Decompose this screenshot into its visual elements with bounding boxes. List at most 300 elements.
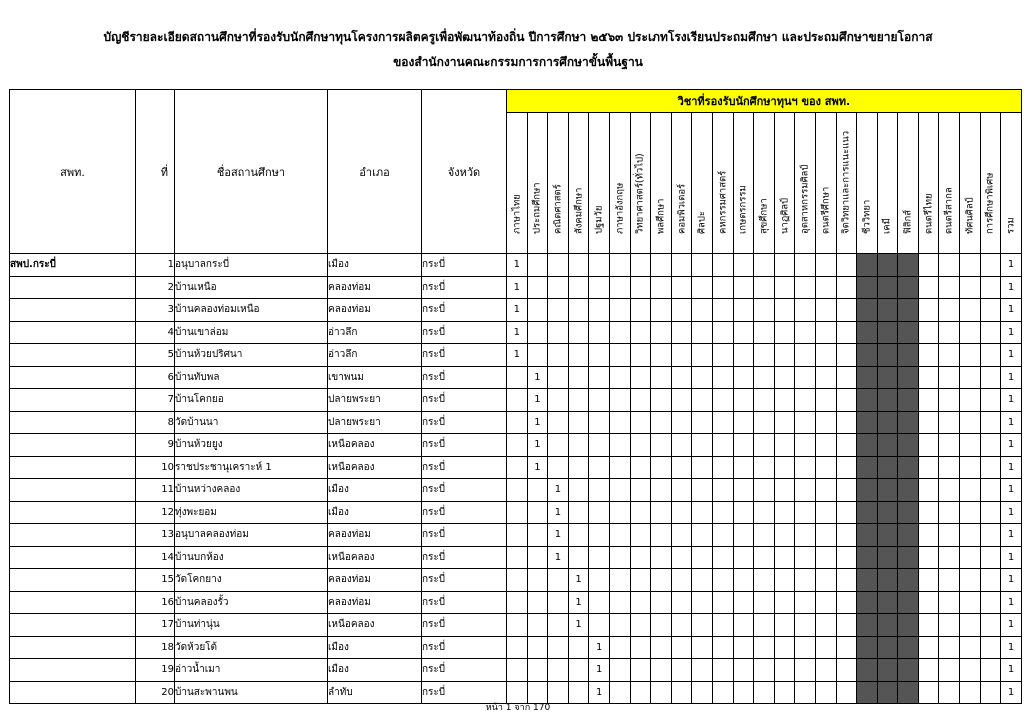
- province-name: กระบี่: [422, 524, 507, 547]
- subject-cell: [507, 434, 528, 457]
- subject-cell: [815, 411, 836, 434]
- row-total: 1: [1001, 479, 1022, 502]
- subject-cell: [712, 546, 733, 569]
- subject-cell: [671, 569, 692, 592]
- subject-cell: [795, 321, 816, 344]
- subject-cell: [692, 434, 713, 457]
- subject-cell: [589, 276, 610, 299]
- subject-cell: [651, 299, 672, 322]
- subject-cell: [568, 299, 589, 322]
- subject-cell: [712, 254, 733, 277]
- subject-cell: [898, 501, 919, 524]
- subject-cell: [692, 276, 713, 299]
- district-name: เหนือคลอง: [328, 546, 422, 569]
- subject-cell: [692, 456, 713, 479]
- subject-mark: 1: [527, 411, 548, 434]
- subject-cell: [815, 614, 836, 637]
- subject-cell: [651, 411, 672, 434]
- subject-cell: [877, 569, 898, 592]
- subject-cell: [836, 614, 857, 637]
- subject-cell: [960, 411, 981, 434]
- subject-cell: [898, 479, 919, 502]
- header-subject: [754, 113, 775, 254]
- row-total: 1: [1001, 389, 1022, 412]
- subject-cell: [960, 299, 981, 322]
- subject-cell: [754, 299, 775, 322]
- subject-cell: [671, 389, 692, 412]
- subject-cell: [980, 299, 1001, 322]
- header-subject-label: สุขศึกษา: [758, 198, 770, 234]
- province-name: กระบี่: [422, 456, 507, 479]
- document-title: บัญชีรายละเอียดสถานศึกษาที่รองรับนักศึกษาทุนโครงการผลิตครูเพื่อพัฒนาท้องถิ่น ปีการศึกษา ๒๕๖๓ ประเภทโรงเรียนประถมศึกษา และประถมศึกษาขยายโอกาส: [103, 30, 933, 44]
- subject-mark: 1: [589, 659, 610, 682]
- subject-cell: [980, 546, 1001, 569]
- province-name: กระบี่: [422, 389, 507, 412]
- subject-cell: [630, 569, 651, 592]
- subject-cell: [568, 254, 589, 277]
- row-total: 1: [1001, 524, 1022, 547]
- subject-cell: [609, 614, 630, 637]
- province-name: กระบี่: [422, 344, 507, 367]
- subject-cell: [918, 299, 939, 322]
- subject-cell: [733, 389, 754, 412]
- subject-cell: [568, 501, 589, 524]
- subject-cell: [939, 456, 960, 479]
- subject-cell: [692, 636, 713, 659]
- subject-cell: [836, 344, 857, 367]
- subject-cell: [836, 591, 857, 614]
- header-subject: [733, 113, 754, 254]
- subject-cell: [877, 479, 898, 502]
- header-subject: [960, 113, 981, 254]
- subject-cell: [980, 479, 1001, 502]
- table-row: [10, 569, 1022, 592]
- subject-cell: [671, 591, 692, 614]
- subject-cell: [630, 254, 651, 277]
- subject-cell: [960, 569, 981, 592]
- subject-cell: [836, 366, 857, 389]
- subject-cell: [568, 321, 589, 344]
- subject-cell: [568, 366, 589, 389]
- subject-cell: [877, 659, 898, 682]
- table-row: [10, 299, 1022, 322]
- subject-cell: [609, 524, 630, 547]
- province-name: กระบี่: [422, 276, 507, 299]
- school-name: บ้านห้วยปริศนา: [175, 344, 328, 367]
- district-name: เหนือคลอง: [328, 456, 422, 479]
- header-subject-label: พลศึกษา: [655, 198, 667, 234]
- subject-cell: [548, 569, 569, 592]
- subject-cell: [507, 389, 528, 412]
- subject-cell: [754, 434, 775, 457]
- row-number: 16: [136, 591, 175, 614]
- subject-cell: [960, 366, 981, 389]
- district-name: คลองท่อม: [328, 591, 422, 614]
- subject-cell: [712, 569, 733, 592]
- subject-cell: [877, 389, 898, 412]
- subject-cell: [589, 434, 610, 457]
- subject-cell: [857, 344, 878, 367]
- subject-cell: [918, 659, 939, 682]
- school-name: อนุบาลกระบี่: [175, 254, 328, 277]
- subject-mark: 1: [507, 299, 528, 322]
- row-total: 1: [1001, 546, 1022, 569]
- subject-cell: [609, 366, 630, 389]
- subject-cell: [795, 276, 816, 299]
- row-number: 11: [136, 479, 175, 502]
- subject-cell: [815, 524, 836, 547]
- subject-mark: 1: [568, 591, 589, 614]
- subject-cell: [857, 501, 878, 524]
- area-cell: [10, 276, 136, 299]
- subject-cell: [589, 479, 610, 502]
- subject-cell: [774, 299, 795, 322]
- subject-cell: [548, 659, 569, 682]
- subject-cell: [733, 321, 754, 344]
- subject-cell: [918, 254, 939, 277]
- table-row: [10, 501, 1022, 524]
- subject-cell: [960, 344, 981, 367]
- subject-cell: [589, 344, 610, 367]
- header-subject-label: สังคมศึกษา: [573, 187, 585, 234]
- subject-cell: [630, 389, 651, 412]
- subject-cell: [774, 456, 795, 479]
- subject-cell: [671, 456, 692, 479]
- subject-cell: [836, 569, 857, 592]
- subject-cell: [630, 456, 651, 479]
- subject-cell: [960, 524, 981, 547]
- school-name: บ้านหว่างคลอง: [175, 479, 328, 502]
- header-subject-label: ดนตรีไทย: [923, 193, 935, 234]
- subject-cell: [712, 434, 733, 457]
- header-subject-label: เกษตรกรรม: [737, 185, 749, 234]
- district-name: เมือง: [328, 254, 422, 277]
- subject-cell: [939, 591, 960, 614]
- area-cell: [10, 389, 136, 412]
- subject-cell: [960, 501, 981, 524]
- subject-cell: [774, 524, 795, 547]
- subject-cell: [815, 456, 836, 479]
- subject-cell: [609, 411, 630, 434]
- subject-cell: [877, 456, 898, 479]
- subject-cell: [918, 389, 939, 412]
- header-subject: [980, 113, 1001, 254]
- subject-cell: [630, 636, 651, 659]
- subject-cell: [815, 501, 836, 524]
- area-cell: [10, 434, 136, 457]
- subject-cell: [980, 659, 1001, 682]
- subject-cell: [795, 479, 816, 502]
- header-subject: [877, 113, 898, 254]
- subject-cell: [507, 636, 528, 659]
- schools-table: [9, 89, 1022, 704]
- row-number: 9: [136, 434, 175, 457]
- subject-cell: [651, 456, 672, 479]
- header-subject-label: ประถมศึกษา: [531, 182, 543, 234]
- subject-cell: [754, 479, 775, 502]
- row-total: 1: [1001, 636, 1022, 659]
- subject-cell: [589, 501, 610, 524]
- subject-cell: [712, 366, 733, 389]
- subject-cell: [692, 546, 713, 569]
- subject-cell: [548, 299, 569, 322]
- subject-cell: [609, 546, 630, 569]
- subject-cell: [527, 659, 548, 682]
- subject-cell: [960, 321, 981, 344]
- district-name: เขาพนม: [328, 366, 422, 389]
- subject-cell: [980, 456, 1001, 479]
- row-number: 10: [136, 456, 175, 479]
- subject-cell: [857, 659, 878, 682]
- row-total: 1: [1001, 411, 1022, 434]
- subject-cell: [815, 254, 836, 277]
- subject-cell: [877, 524, 898, 547]
- subject-cell: [795, 411, 816, 434]
- subject-cell: [980, 591, 1001, 614]
- header-subjects-group: วิชาที่รองรับนักศึกษาทุนฯ ของ สพท.: [507, 90, 1022, 113]
- subject-cell: [692, 254, 713, 277]
- subject-cell: [877, 591, 898, 614]
- province-name: กระบี่: [422, 411, 507, 434]
- subject-cell: [712, 299, 733, 322]
- subject-cell: [877, 321, 898, 344]
- subject-cell: [774, 614, 795, 637]
- subject-cell: [877, 636, 898, 659]
- district-name: คลองท่อม: [328, 299, 422, 322]
- subject-cell: [692, 299, 713, 322]
- subject-cell: [898, 411, 919, 434]
- subject-cell: [733, 344, 754, 367]
- subject-cell: [898, 299, 919, 322]
- subject-cell: [692, 591, 713, 614]
- subject-cell: [836, 546, 857, 569]
- subject-cell: [651, 344, 672, 367]
- subject-cell: [507, 501, 528, 524]
- subject-cell: [857, 591, 878, 614]
- subject-cell: [630, 614, 651, 637]
- subject-cell: [774, 411, 795, 434]
- subject-cell: [815, 636, 836, 659]
- subject-cell: [795, 344, 816, 367]
- subject-cell: [877, 276, 898, 299]
- subject-cell: [548, 366, 569, 389]
- subject-cell: [712, 344, 733, 367]
- subject-cell: [568, 411, 589, 434]
- subject-cell: [527, 479, 548, 502]
- subject-cell: [548, 254, 569, 277]
- header-subject-label: วิทยาศาสตร์(ทั่วไป): [634, 153, 646, 234]
- school-name: บ้านเขาล่อม: [175, 321, 328, 344]
- subject-cell: [733, 479, 754, 502]
- subject-cell: [795, 636, 816, 659]
- subject-mark: 1: [507, 344, 528, 367]
- area-cell: สพป.กระบี่: [10, 254, 136, 277]
- header-subject-label: ทัศนศิลป์: [964, 197, 976, 234]
- subject-cell: [712, 636, 733, 659]
- subject-cell: [548, 636, 569, 659]
- subject-cell: [774, 344, 795, 367]
- subject-cell: [589, 546, 610, 569]
- subject-cell: [527, 591, 548, 614]
- row-number: 19: [136, 659, 175, 682]
- row-total: 1: [1001, 276, 1022, 299]
- subject-cell: [671, 546, 692, 569]
- subject-cell: [980, 501, 1001, 524]
- area-cell: [10, 344, 136, 367]
- subject-cell: [712, 276, 733, 299]
- area-cell: [10, 321, 136, 344]
- subject-cell: [857, 434, 878, 457]
- subject-cell: [712, 321, 733, 344]
- subject-cell: [712, 456, 733, 479]
- subject-cell: [507, 479, 528, 502]
- subject-cell: [918, 501, 939, 524]
- header-subject-label: คอมพิวเตอร์: [676, 183, 688, 234]
- subject-cell: [898, 389, 919, 412]
- subject-cell: [857, 614, 878, 637]
- subject-cell: [774, 659, 795, 682]
- subject-cell: [939, 524, 960, 547]
- table-row: [10, 254, 1022, 277]
- subject-cell: [754, 411, 775, 434]
- subject-cell: [609, 479, 630, 502]
- district-name: ปลายพระยา: [328, 411, 422, 434]
- district-name: คลองท่อม: [328, 276, 422, 299]
- province-name: กระบี่: [422, 254, 507, 277]
- subject-cell: [609, 591, 630, 614]
- school-name: บ้านบกห้อง: [175, 546, 328, 569]
- subject-cell: [589, 411, 610, 434]
- header-subject-label: ชีววิทยา: [861, 199, 873, 234]
- subject-mark: 1: [527, 456, 548, 479]
- subject-cell: [795, 659, 816, 682]
- subject-cell: [692, 659, 713, 682]
- table-row: [10, 411, 1022, 434]
- subject-cell: [651, 276, 672, 299]
- row-number: 3: [136, 299, 175, 322]
- subject-cell: [815, 659, 836, 682]
- subject-cell: [589, 456, 610, 479]
- area-cell: [10, 456, 136, 479]
- district-name: คลองท่อม: [328, 569, 422, 592]
- subject-cell: [671, 411, 692, 434]
- subject-cell: [877, 434, 898, 457]
- area-cell: [10, 546, 136, 569]
- school-name: วัดโคกยาง: [175, 569, 328, 592]
- subject-cell: [507, 614, 528, 637]
- subject-cell: [630, 299, 651, 322]
- row-total: 1: [1001, 299, 1022, 322]
- subject-cell: [712, 614, 733, 637]
- area-cell: [10, 479, 136, 502]
- subject-cell: [857, 636, 878, 659]
- subject-cell: [527, 299, 548, 322]
- district-name: เมือง: [328, 479, 422, 502]
- table-row: [10, 614, 1022, 637]
- header-subject-label: คณิตศาสตร์: [552, 184, 564, 234]
- subject-cell: [568, 456, 589, 479]
- header-subject: [507, 113, 528, 254]
- subject-mark: 1: [548, 479, 569, 502]
- subject-cell: [568, 276, 589, 299]
- subject-cell: [898, 636, 919, 659]
- subject-cell: [630, 591, 651, 614]
- header-subject-label: นาฏศิลป์: [779, 197, 791, 234]
- subject-cell: [527, 321, 548, 344]
- subject-mark: 1: [527, 389, 548, 412]
- subject-cell: [939, 254, 960, 277]
- subject-cell: [712, 411, 733, 434]
- row-total: 1: [1001, 321, 1022, 344]
- subject-cell: [960, 546, 981, 569]
- subject-cell: [692, 366, 713, 389]
- table-row: [10, 434, 1022, 457]
- subject-cell: [774, 546, 795, 569]
- subject-cell: [733, 524, 754, 547]
- table-row: [10, 344, 1022, 367]
- subject-cell: [898, 456, 919, 479]
- header-subject-label: ดนตรีสากล: [943, 187, 955, 234]
- subject-cell: [918, 569, 939, 592]
- subject-cell: [836, 276, 857, 299]
- subject-cell: [651, 501, 672, 524]
- subject-cell: [651, 636, 672, 659]
- subject-cell: [733, 299, 754, 322]
- subject-cell: [712, 524, 733, 547]
- table-row: [10, 636, 1022, 659]
- subject-cell: [939, 659, 960, 682]
- subject-cell: [754, 636, 775, 659]
- subject-cell: [939, 411, 960, 434]
- subject-cell: [630, 366, 651, 389]
- row-total: 1: [1001, 344, 1022, 367]
- subject-cell: [527, 636, 548, 659]
- subject-cell: [651, 321, 672, 344]
- subject-cell: [877, 366, 898, 389]
- subject-cell: [960, 254, 981, 277]
- subject-cell: [939, 636, 960, 659]
- subject-cell: [918, 434, 939, 457]
- area-cell: [10, 614, 136, 637]
- header-subject: [1001, 113, 1022, 254]
- subject-cell: [630, 411, 651, 434]
- subject-cell: [898, 659, 919, 682]
- subject-cell: [754, 524, 775, 547]
- subject-cell: [548, 344, 569, 367]
- subject-cell: [754, 321, 775, 344]
- subject-cell: [918, 479, 939, 502]
- subject-cell: [692, 614, 713, 637]
- subject-cell: [671, 614, 692, 637]
- table-row: [10, 276, 1022, 299]
- header-subject: [527, 113, 548, 254]
- province-name: กระบี่: [422, 434, 507, 457]
- subject-cell: [815, 321, 836, 344]
- province-name: กระบี่: [422, 479, 507, 502]
- row-number: 18: [136, 636, 175, 659]
- school-name: ทุ่งพะยอม: [175, 501, 328, 524]
- subject-cell: [507, 546, 528, 569]
- header-area: สพท.: [10, 90, 136, 254]
- subject-cell: [857, 524, 878, 547]
- subject-cell: [733, 276, 754, 299]
- subject-cell: [527, 569, 548, 592]
- subject-cell: [609, 456, 630, 479]
- subject-cell: [651, 366, 672, 389]
- header-subject: [815, 113, 836, 254]
- table-row: [10, 389, 1022, 412]
- header-subject: [939, 113, 960, 254]
